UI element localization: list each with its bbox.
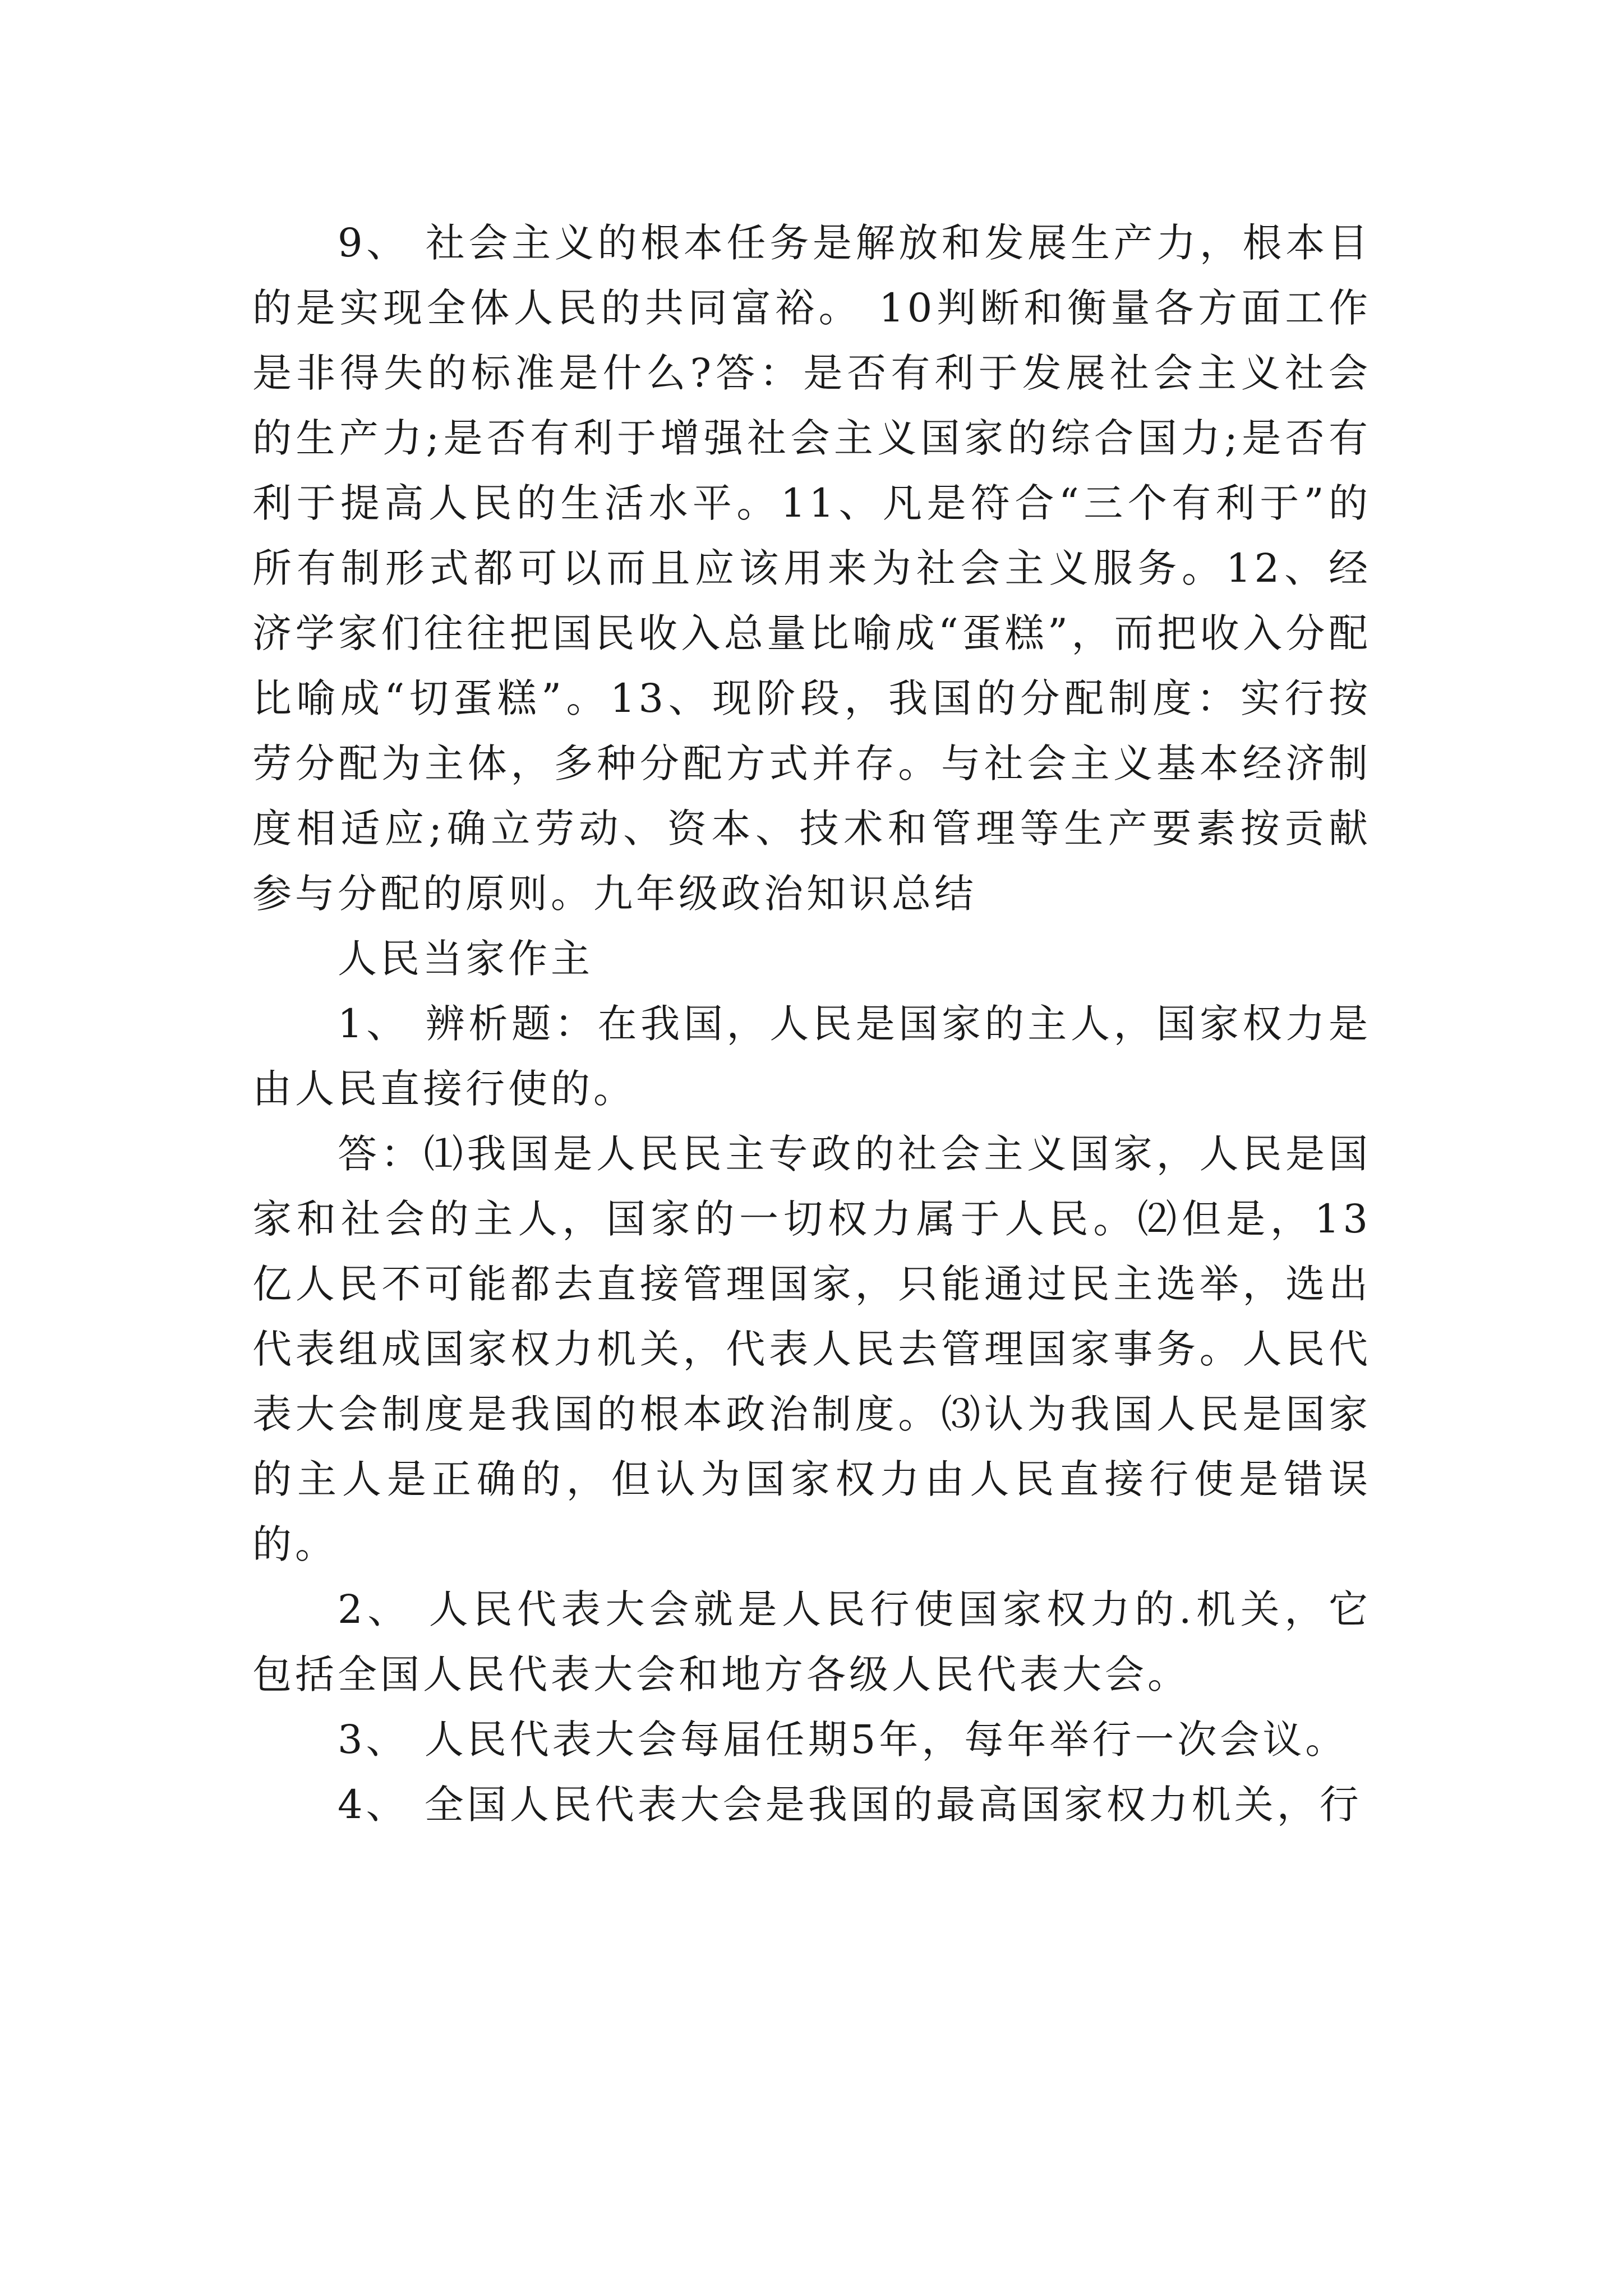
paragraph-item-9: 9、 社会主义的根本任务是解放和发展生产力，根本目的是实现全体人民的共同富裕。 10判断和衡量各方面工作是非得失的标准是什么?答：是否有利于发展社会主义社会的生产力;是否有利于增强社会主义国家的综合国力;是否有利于提高人民的生活水平。11、凡是符合“三个有利于”的所有制形式都可以而且应该用来为社会主义服务。12、经济学家们往往把国民收入总量比喻成“蛋糕”，而把收入分配比喻成“切蛋糕”。13、现阶段，我国的分配制度：实行按劳分配为主体，多种分配方式并存。与社会主义基本经济制度相适应;确立劳动、资本、技术和管理等生产要素按贡献参与分配的原则。九年级政治知识总结 [252, 220, 1371, 917]
document-body [252, 210, 1371, 1837]
paragraph-answer-1: 答：⑴我国是人民民主专政的社会主义国家，人民是国家和社会的主人，国家的一切权力属于人民。⑵但是，13亿人民不可能都去直接管理国家，只能通过民主选举，选出代表组成国家权力机关，代表人民去管理国家事务。人民代表大会制度是我国的根本政治制度。⑶认为我国人民是国家的主人是正确的，但认为国家权力由人民直接行使是错误的。 [252, 1131, 1371, 1567]
paragraph-item-1: 1、 辨析题：在我国，人民是国家的主人，国家权力是由人民直接行使的。 [252, 1001, 1371, 1112]
paragraph-item-2: 2、 人民代表大会就是人民行使国家权力的.机关，它包括全国人民代表大会和地方各级人民代表大会。 [252, 1586, 1371, 1697]
paragraph-item-3: 3、 人民代表大会每届任期5年，每年举行一次会议。 [338, 1717, 1348, 1763]
section-heading: 人民当家作主 [338, 936, 593, 982]
paragraph-item-4: 4、 全国人民代表大会是我国的最高国家权力机关，行 [338, 1782, 1362, 1828]
